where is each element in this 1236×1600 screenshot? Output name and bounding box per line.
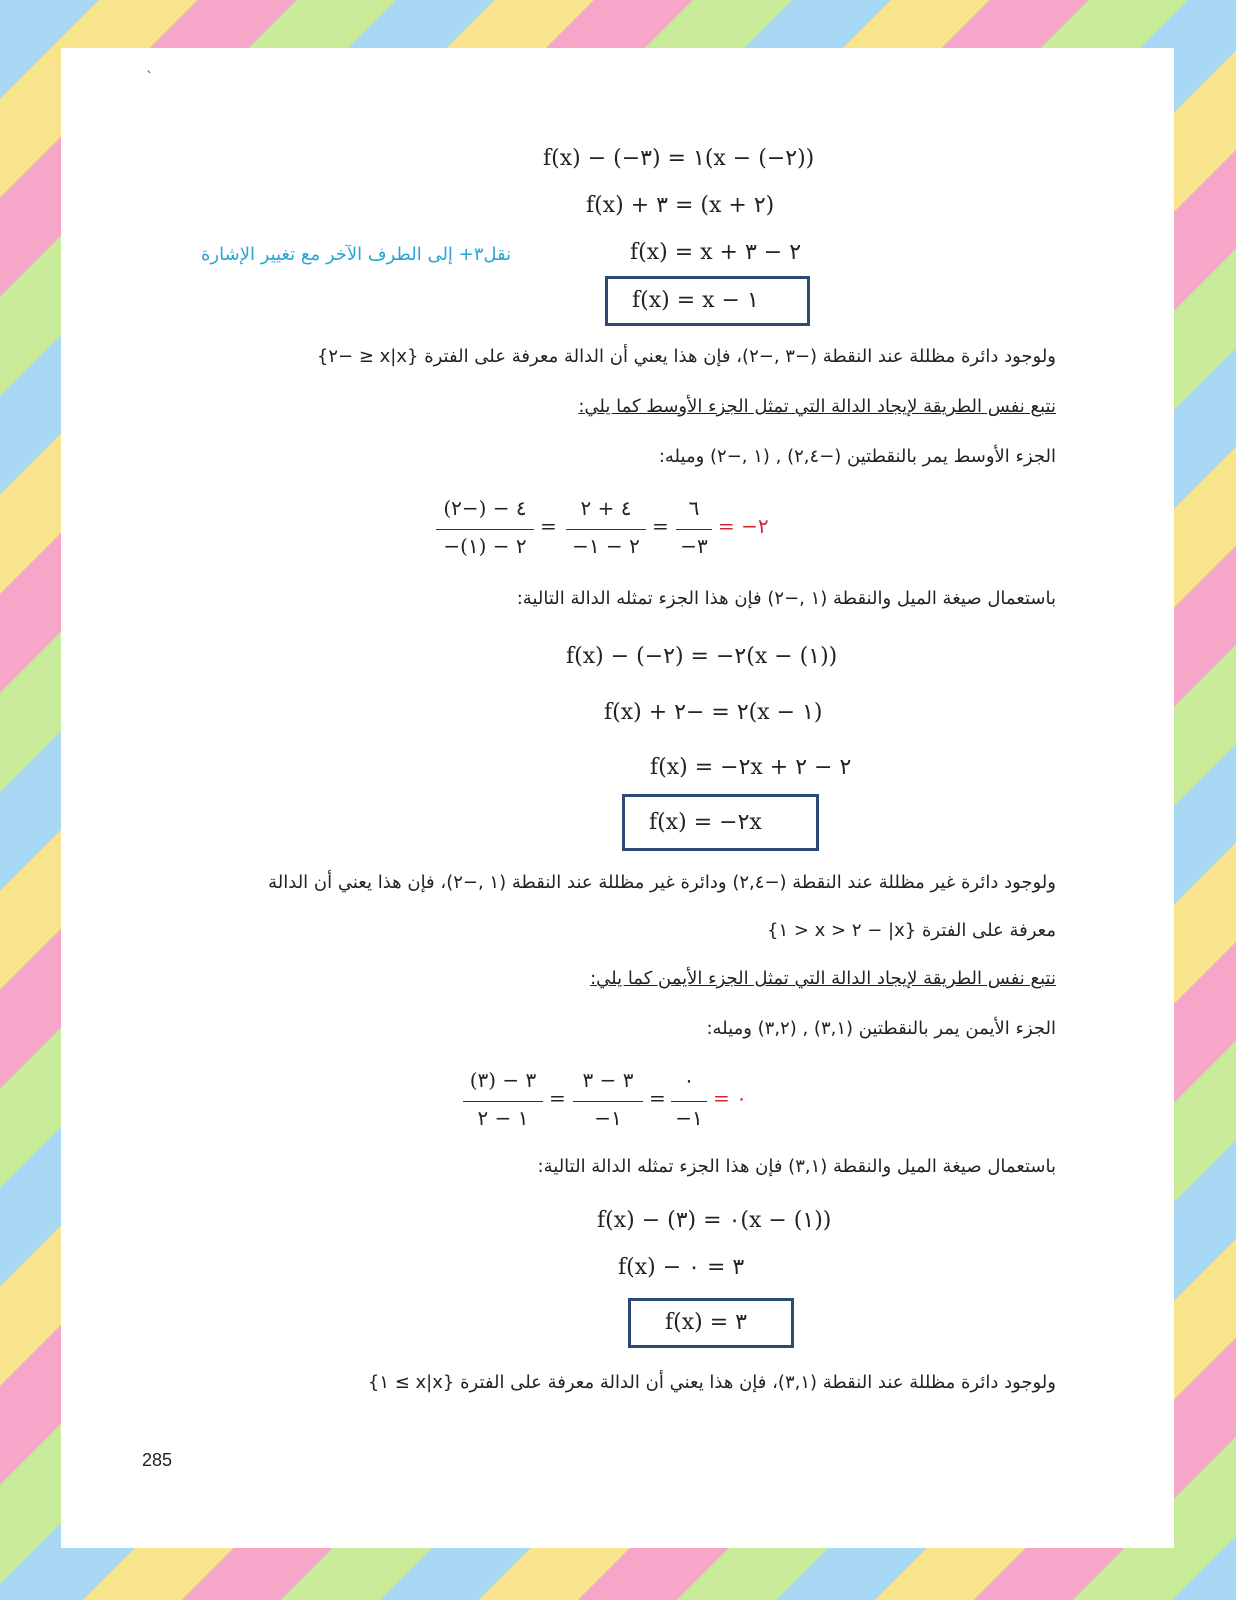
fraction-numerator: ٤ − (−٢) <box>443 496 527 520</box>
page <box>61 48 1174 1548</box>
fraction-bar <box>436 529 534 530</box>
top-mark: ` <box>146 70 153 86</box>
paragraph: باستعمال صيغة الميل والنقطة (١ ,−٢) فإن هذا الجزء تمثله الدالة التالية: <box>516 588 1056 609</box>
paragraph: ولوجود دائرة مظللة عند النقطة (٣,١)، فإن هذا يعني أن الدالة معرفة على الفترة {x|x ≥ ١} <box>367 1372 1056 1393</box>
fraction-numerator: ٦ <box>688 496 700 520</box>
boxed-equation: f(x) = −٢x <box>649 810 762 835</box>
equation-line: f(x) + ٢ = −٢(x − ١) <box>604 700 823 725</box>
fraction-bar <box>671 1101 707 1102</box>
equation-line: f(x) − (−٣) = ١(x − (−٢)) <box>543 146 815 171</box>
section-heading: نتبع نفس الطريقة لإيجاد الدالة التي تمثل الجزء الأيمن كما يلي: <box>590 968 1056 989</box>
slope-calculation: ٣ − (٣) ١ − ٢ = ٣ − ٣ −١ = ٠ −١ = ٠ <box>463 1068 763 1138</box>
result-box <box>605 276 810 326</box>
fraction-bar <box>566 529 646 530</box>
equation-line: f(x) = −٢x + ٢ − ٢ <box>650 755 852 780</box>
paragraph: ولوجود دائرة غير مظللة عند النقطة (−٢,٤) ودائرة غير مظللة عند النقطة (١ ,−٢)، فإن هذا يعني أن الدالة <box>268 872 1056 893</box>
slope-result: = ٠ <box>713 1086 747 1110</box>
fraction-bar <box>573 1101 643 1102</box>
fraction-numerator: ٤ + ٢ <box>580 496 632 520</box>
fraction-numerator: ٣ − (٣) <box>469 1068 537 1092</box>
paragraph: الجزء الأيمن يمر بالنقطتين (٣,١) , (٣,٢) وميله: <box>706 1018 1056 1039</box>
slope-result: = −٢ <box>718 514 769 538</box>
paragraph: الجزء الأوسط يمر بالنقطتين (−٢,٤) , (١ ,−٢) وميله: <box>658 446 1056 467</box>
equation-line: f(x) − (٣) = ٠(x − (١)) <box>597 1208 832 1233</box>
boxed-equation: f(x) = x − ١ <box>632 288 759 313</box>
fraction-denominator: −١ <box>675 1106 703 1130</box>
result-box <box>628 1298 794 1348</box>
section-heading: نتبع نفس الطريقة لإيجاد الدالة التي تمثل الجزء الأوسط كما يلي: <box>578 396 1056 417</box>
equation-line: f(x) − (−٢) = −٢(x − (١)) <box>566 644 838 669</box>
fraction-bar <box>676 529 712 530</box>
fraction-denominator: −٢ − (١) <box>443 534 527 558</box>
equation-line: f(x) − ٣ = ٠ <box>618 1255 745 1280</box>
paragraph: ولوجود دائرة مظللة عند النقطة (−٣ ,−٢)، فإن هذا يعني أن الدالة معرفة على الفترة {x|x ≤ −٢} <box>316 346 1056 367</box>
page-number: 285 <box>142 1450 173 1470</box>
slope-calculation: ٤ − (−٢) −٢ − (١) = ٤ + ٢ −٢ − ١ = ٦ −٣ = −٢ <box>436 496 776 566</box>
side-note: نقل٣+ إلى الطرف الآخر مع تغيير الإشارة <box>201 244 512 265</box>
fraction-numerator: ٣ − ٣ <box>582 1068 634 1092</box>
fraction-denominator: −٢ − ١ <box>572 534 640 558</box>
boxed-equation: f(x) = ٣ <box>665 1310 747 1335</box>
fraction-denominator: −٣ <box>680 534 708 558</box>
paragraph: معرفة على الفترة {x| − ٢ < x < ١} <box>767 920 1056 941</box>
fraction-denominator: ١ − ٢ <box>477 1106 529 1130</box>
equation-line: f(x) + ٣ = (x + ٢) <box>586 193 775 218</box>
fraction-denominator: −١ <box>594 1106 622 1130</box>
paragraph: باستعمال صيغة الميل والنقطة (٣,١) فإن هذا الجزء تمثله الدالة التالية: <box>537 1156 1056 1177</box>
fraction-numerator: ٠ <box>683 1068 695 1092</box>
result-box <box>622 794 819 851</box>
fraction-bar <box>463 1101 543 1102</box>
equation-line: f(x) = x + ٢ − ٣ <box>630 240 802 265</box>
